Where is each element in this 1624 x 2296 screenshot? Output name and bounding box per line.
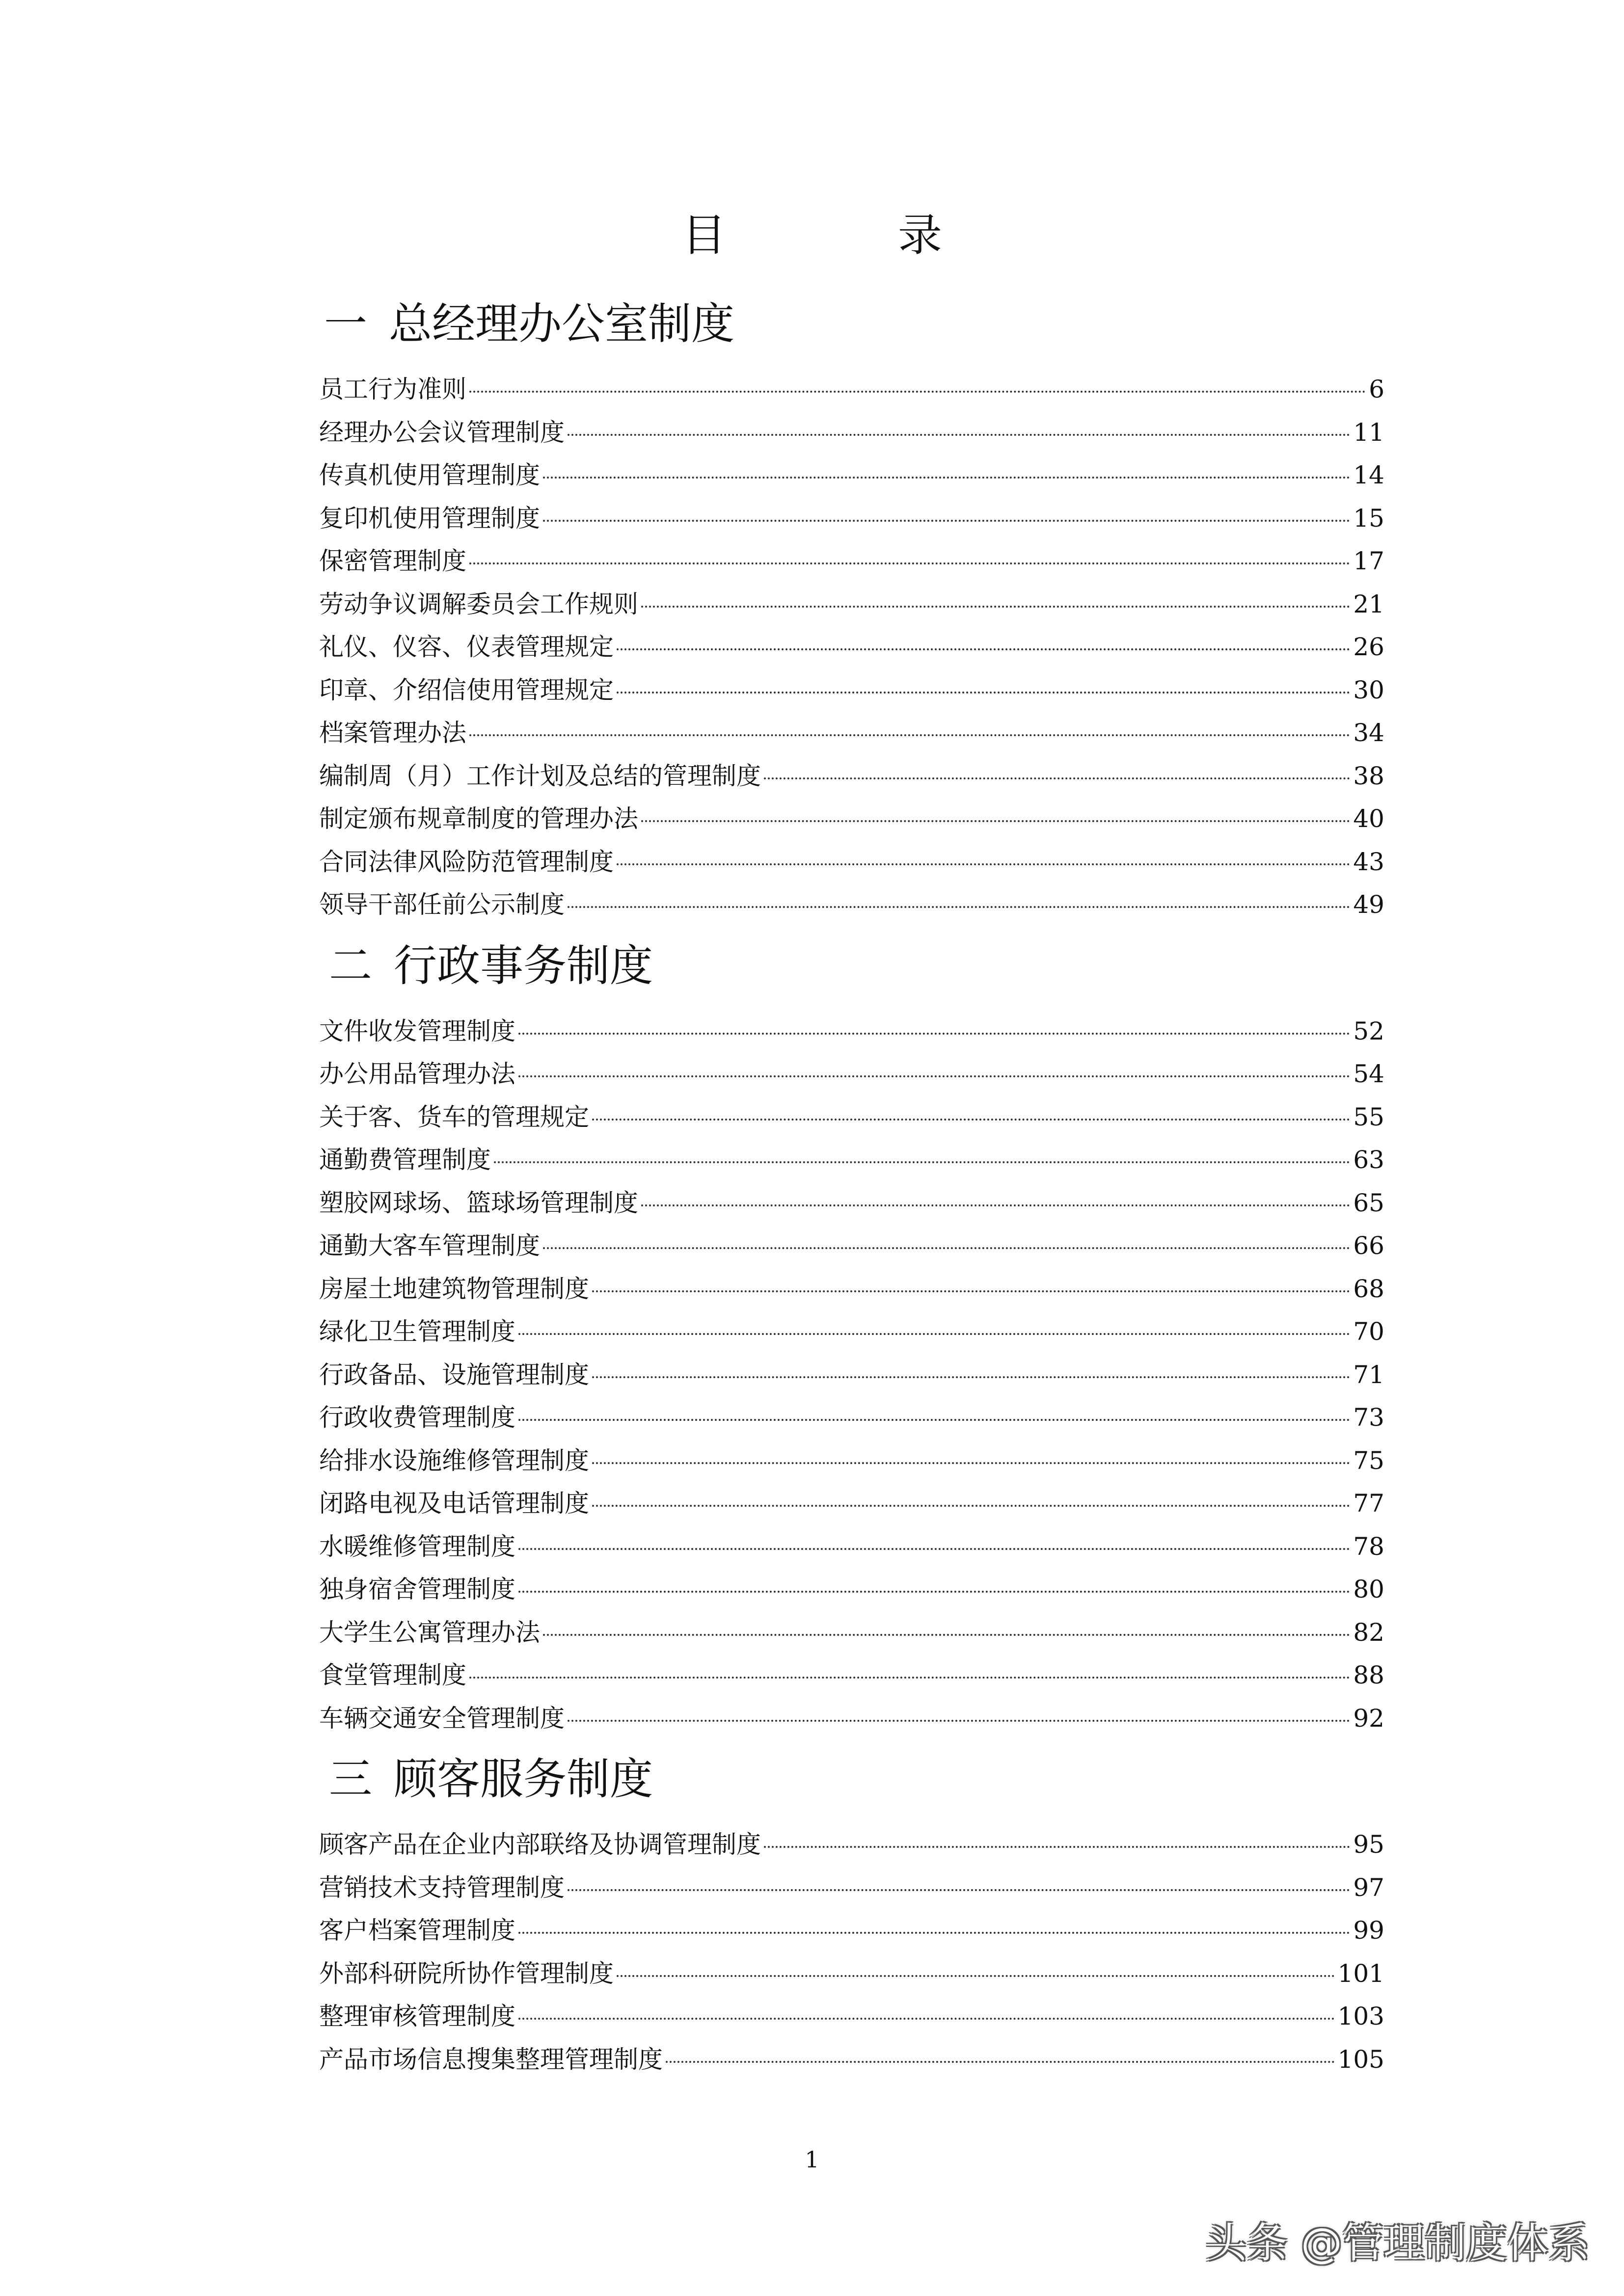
dot-leader: [469, 1677, 1350, 1679]
dot-leader: [518, 1548, 1350, 1550]
toc-entry-page: 63: [1353, 1146, 1384, 1174]
toc-entry-label: 水暖维修管理制度: [319, 1532, 515, 1561]
toc-entry[interactable]: [319, 497, 1384, 540]
toc-entry-page: 30: [1353, 675, 1384, 704]
toc-entry-page: 95: [1353, 1830, 1384, 1859]
toc-entry[interactable]: [319, 1010, 1384, 1053]
toc-entry-page: 65: [1353, 1188, 1384, 1217]
toc-entry-label: 制定颁布规章制度的管理办法: [319, 804, 638, 833]
toc-entry-label: 通勤费管理制度: [319, 1146, 491, 1174]
toc-entry[interactable]: [319, 1568, 1384, 1611]
toc-entry-page: 49: [1353, 890, 1384, 919]
section-title: 总经理办公室制度: [389, 298, 735, 349]
toc-entry[interactable]: [319, 883, 1384, 927]
toc-entry-page: 88: [1353, 1661, 1384, 1689]
toc-entry-page: 105: [1337, 2045, 1384, 2074]
toc-entry-page: 71: [1353, 1360, 1384, 1389]
toc-entry-page: 52: [1353, 1016, 1384, 1045]
toc-entry[interactable]: [319, 1310, 1384, 1354]
toc-entry-label: 办公用品管理办法: [319, 1060, 515, 1088]
toc-entry-label: 编制周（月）工作计划及总结的管理制度: [319, 761, 761, 790]
toc-entry-page: 26: [1353, 633, 1384, 661]
toc-entry-page: 99: [1353, 1916, 1384, 1945]
toc-entry[interactable]: [319, 1225, 1384, 1268]
toc-entry-label: 行政收费管理制度: [319, 1403, 515, 1432]
toc-entry-page: 38: [1353, 761, 1384, 790]
toc-entry-label: 通勤大客车管理制度: [319, 1231, 540, 1260]
toc-entry[interactable]: [319, 1268, 1384, 1311]
toc-entry-page: 6: [1369, 375, 1384, 403]
section-1-entries: [319, 368, 1384, 927]
toc-entry-label: 产品市场信息搜集整理管理制度: [319, 2045, 663, 2074]
toc-entry-label: 劳动争议调解委员会工作规则: [319, 589, 638, 618]
toc-entry-label: 绿化卫生管理制度: [319, 1317, 515, 1346]
section-title: 行政事务制度: [394, 940, 653, 991]
dot-leader: [469, 562, 1350, 564]
dot-leader: [617, 648, 1350, 650]
toc-entry-label: 礼仪、仪容、仪表管理规定: [319, 633, 614, 661]
toc-entry-page: 11: [1353, 418, 1384, 447]
toc-entry[interactable]: [319, 1096, 1384, 1139]
dot-leader: [568, 1720, 1350, 1722]
toc-entry-page: 75: [1353, 1446, 1384, 1475]
toc-entry-label: 房屋土地建筑物管理制度: [319, 1274, 589, 1303]
dot-leader: [617, 863, 1350, 865]
dot-leader: [617, 1975, 1335, 1977]
toc-entry-page: 34: [1353, 719, 1384, 747]
section-heading-1: [319, 294, 1384, 353]
toc-entry-label: 给排水设施维修管理制度: [319, 1446, 589, 1475]
section-3-entries: [319, 1823, 1384, 2081]
toc-entry[interactable]: [319, 1697, 1384, 1740]
section-heading-3: [319, 1750, 1384, 1809]
toc-entry-page: 101: [1337, 1959, 1384, 1988]
toc-entry[interactable]: [319, 841, 1384, 884]
toc-entry-label: 员工行为准则: [319, 375, 466, 403]
toc-entry-page: 103: [1337, 2002, 1384, 2030]
section-heading-2: [319, 936, 1384, 995]
toc-entry[interactable]: [319, 1354, 1384, 1397]
toc-entry-label: 经理办公会议管理制度: [319, 418, 565, 447]
toc-entry-page: 68: [1353, 1274, 1384, 1303]
toc-entry-page: 15: [1353, 504, 1384, 533]
toc-entry[interactable]: [319, 583, 1384, 626]
toc-entry[interactable]: [319, 368, 1384, 411]
section-title: 顾客服务制度: [394, 1754, 653, 1804]
dot-leader: [518, 1591, 1350, 1593]
toc-entry-label: 车辆交通安全管理制度: [319, 1704, 565, 1733]
page-title: 目 录: [682, 210, 1006, 261]
dot-leader: [764, 1846, 1350, 1848]
watermark-text: 头条 @管理制度体系: [1205, 2219, 1590, 2267]
toc-entry[interactable]: [319, 1995, 1384, 2038]
toc-entry-page: 21: [1353, 589, 1384, 618]
toc-entry[interactable]: [319, 1440, 1384, 1483]
toc-entry-page: 66: [1353, 1231, 1384, 1260]
toc-entry[interactable]: [319, 411, 1384, 454]
toc-entry-page: 40: [1353, 804, 1384, 833]
toc-entry-page: 78: [1353, 1532, 1384, 1561]
toc-entry-label: 领导干部任前公示制度: [319, 890, 565, 919]
dot-leader: [494, 1161, 1350, 1163]
dot-leader: [641, 606, 1350, 608]
toc-entry[interactable]: [319, 1396, 1384, 1440]
dot-leader: [543, 1247, 1350, 1249]
dot-leader: [592, 1462, 1350, 1464]
toc-entry-page: 82: [1353, 1618, 1384, 1647]
dot-leader: [592, 1119, 1350, 1121]
toc-entry-label: 外部科研院所协作管理制度: [319, 1959, 614, 1988]
dot-leader: [469, 391, 1366, 393]
toc-entry-label: 闭路电视及电话管理制度: [319, 1489, 589, 1518]
toc-entry[interactable]: [319, 454, 1384, 497]
toc-entry[interactable]: [319, 1909, 1384, 1952]
dot-leader: [641, 820, 1350, 822]
toc-entry-page: 70: [1353, 1317, 1384, 1346]
toc-entry-page: 17: [1353, 547, 1384, 575]
dot-leader: [764, 777, 1350, 779]
toc-entry-page: 97: [1353, 1873, 1384, 1902]
toc-entry[interactable]: [319, 1482, 1384, 1525]
dot-leader: [592, 1290, 1350, 1292]
toc-entry[interactable]: [319, 626, 1384, 669]
toc-entry-label: 传真机使用管理制度: [319, 461, 540, 489]
toc-entry-label: 客户档案管理制度: [319, 1916, 515, 1945]
toc-entry-label: 档案管理办法: [319, 719, 466, 747]
toc-entry[interactable]: [319, 540, 1384, 583]
dot-leader: [617, 692, 1350, 694]
toc-entry[interactable]: [319, 1182, 1384, 1225]
toc-entry[interactable]: [319, 1611, 1384, 1655]
toc-entry-label: 整理审核管理制度: [319, 2002, 515, 2030]
dot-leader: [518, 2018, 1335, 2020]
toc-entry-label: 营销技术支持管理制度: [319, 1873, 565, 1902]
toc-entry[interactable]: [319, 1823, 1384, 1867]
dot-leader: [641, 1204, 1350, 1206]
dot-leader: [592, 1376, 1350, 1378]
page-number: 1: [805, 2146, 819, 2173]
toc-entry-page: 55: [1353, 1102, 1384, 1131]
section-2-entries: [319, 1010, 1384, 1740]
toc-entry-label: 行政备品、设施管理制度: [319, 1360, 589, 1389]
toc-entry[interactable]: [319, 798, 1384, 841]
toc-entry-label: 关于客、货车的管理规定: [319, 1102, 589, 1131]
toc-entry-label: 大学生公寓管理办法: [319, 1618, 540, 1647]
toc-entry-page: 54: [1353, 1060, 1384, 1088]
dot-leader: [666, 2061, 1335, 2063]
toc-entry[interactable]: [319, 1867, 1384, 1910]
toc-entry[interactable]: [319, 2038, 1384, 2082]
toc-entry[interactable]: [319, 755, 1384, 798]
toc-entry-page: 92: [1353, 1704, 1384, 1733]
section-number: 三: [329, 1754, 373, 1804]
toc-entry-label: 合同法律风险防范管理制度: [319, 847, 614, 876]
dot-leader: [543, 1634, 1350, 1636]
toc-entry[interactable]: [319, 1053, 1384, 1096]
toc-entry-page: 73: [1353, 1403, 1384, 1432]
section-number: 二: [329, 940, 373, 991]
dot-leader: [518, 1419, 1350, 1421]
toc-entry[interactable]: [319, 1654, 1384, 1697]
dot-leader: [592, 1505, 1350, 1507]
dot-leader: [568, 1889, 1350, 1891]
toc-entry[interactable]: [319, 669, 1384, 712]
toc-entry-label: 食堂管理制度: [319, 1661, 466, 1689]
toc-entry-page: 14: [1353, 461, 1384, 489]
toc-entry-label: 顾客产品在企业内部联络及协调管理制度: [319, 1830, 761, 1859]
toc-entry[interactable]: [319, 1139, 1384, 1182]
dot-leader: [568, 906, 1350, 908]
toc-entry[interactable]: [319, 1952, 1384, 1996]
dot-leader: [543, 477, 1350, 479]
toc-entry-page: 43: [1353, 847, 1384, 876]
toc-entry-label: 印章、介绍信使用管理规定: [319, 675, 614, 704]
toc-entry-page: 80: [1353, 1575, 1384, 1603]
dot-leader: [518, 1333, 1350, 1335]
dot-leader: [518, 1033, 1350, 1035]
toc-entry-page: 77: [1353, 1489, 1384, 1518]
toc-entry-label: 塑胶网球场、篮球场管理制度: [319, 1188, 638, 1217]
dot-leader: [543, 520, 1350, 522]
toc-entry[interactable]: [319, 712, 1384, 755]
toc-entry-label: 复印机使用管理制度: [319, 504, 540, 533]
dot-leader: [518, 1075, 1350, 1077]
dot-leader: [568, 434, 1350, 436]
toc-entry-label: 文件收发管理制度: [319, 1016, 515, 1045]
table-of-contents: [319, 294, 1384, 2091]
section-number: 一: [324, 298, 368, 349]
toc-entry[interactable]: [319, 1525, 1384, 1569]
dot-leader: [469, 734, 1350, 736]
toc-entry-label: 独身宿舍管理制度: [319, 1575, 515, 1603]
dot-leader: [518, 1932, 1350, 1934]
toc-entry-label: 保密管理制度: [319, 547, 466, 575]
